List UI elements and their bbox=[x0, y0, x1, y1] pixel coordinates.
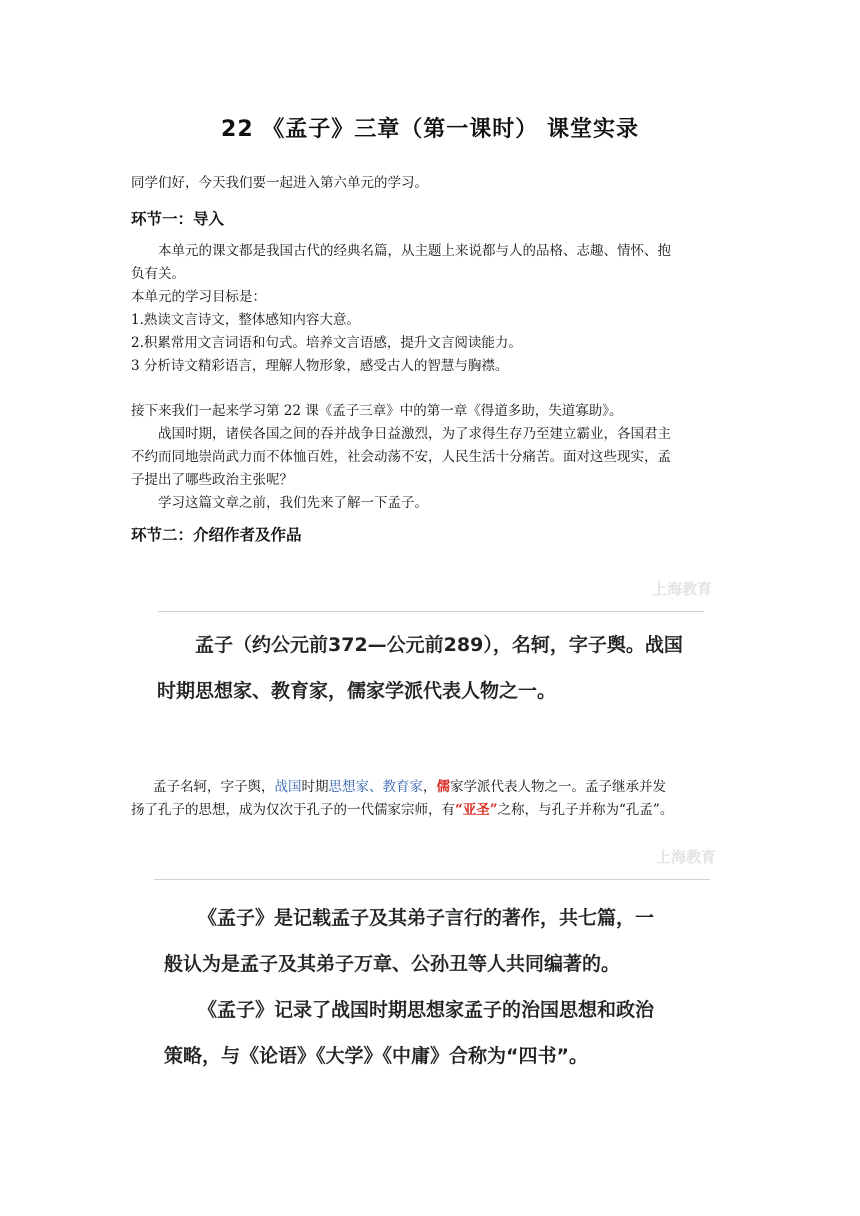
bio-line: 扬了孔子的思想，成为仅次于孔子的一代儒家宗师，有“亚圣”之称，与孔子并称为“孔孟”。 bbox=[131, 802, 674, 818]
watermark: 上海教育 bbox=[656, 848, 717, 866]
lesson-intro bbox=[131, 400, 731, 515]
greeting: 同学们好，今天我们要一起进入第六单元的学习。 bbox=[131, 175, 428, 191]
author-bio bbox=[131, 776, 751, 822]
background-line: 子提出了哪些政治主张呢？ bbox=[131, 472, 293, 488]
slide-line: 时期思想家、教育家，儒家学派代表人物之一。 bbox=[157, 680, 557, 702]
watermark: 上海教育 bbox=[652, 580, 713, 598]
section2-heading: 环节二：介绍作者及作品 bbox=[131, 526, 302, 544]
slide-line: 《孟子》记录了战国时期思想家孟子的治国思想和政治 bbox=[198, 999, 655, 1021]
bio-line: 孟子名轲，字子舆，战国时期思想家、教育家，儒家学派代表人物之一。孟子继承并发 bbox=[153, 779, 666, 795]
transition-line: 学习这篇文章之前，我们先来了解一下孟子。 bbox=[158, 495, 428, 511]
background-line: 战国时期，诸侯各国之间的吞并战争日益激烈，为了求得生存乃至建立霸业，各国君主 bbox=[158, 426, 671, 442]
slide-line: 孟子（约公元前372—公元前289），名轲，字子舆。战国 bbox=[195, 634, 683, 656]
highlight-yasheng: “亚圣” bbox=[455, 802, 498, 818]
section1-heading: 环节一：导入 bbox=[131, 210, 225, 228]
highlight-warring-states: 战国 bbox=[274, 779, 302, 795]
goal-item: 2.积累常用文言词语和句式。培养文言语感，提升文言阅读能力。 bbox=[131, 335, 522, 351]
highlight-confucian: 儒 bbox=[436, 779, 450, 795]
background-line: 不约而同地崇尚武力而不体恤百姓，社会动荡不安，人民生活十分痛苦。面对这些现实，孟 bbox=[131, 449, 671, 465]
slide-book-text bbox=[164, 895, 654, 1079]
goal-item: 1.熟读文言诗文，整体感知内容大意。 bbox=[131, 312, 360, 328]
section1-body bbox=[131, 240, 731, 378]
slide-line: 策略，与《论语》《大学》《中庸》合称为“四书”。 bbox=[164, 1045, 588, 1067]
page-title: 22 《孟子》三章（第一课时） 课堂实录 bbox=[221, 117, 639, 142]
goal-item: 3 分析诗文精彩语言，理解人物形象，感受古人的智慧与胸襟。 bbox=[131, 358, 509, 374]
intro-line: 负有关。 bbox=[131, 266, 185, 282]
intro-line: 本单元的课文都是我国古代的经典名篇，从主题上来说都与人的品格、志趣、情怀、抱 bbox=[158, 243, 671, 259]
highlight-thinker-educator: 思想家、教育家 bbox=[328, 779, 423, 795]
slide-author-text bbox=[157, 622, 683, 714]
goals-label: 本单元的学习目标是： bbox=[131, 289, 266, 305]
next-lesson: 接下来我们一起来学习第 22 课《孟子三章》中的第一章《得道多助，失道寡助》。 bbox=[131, 403, 623, 419]
slide-divider bbox=[154, 879, 710, 880]
slide-line: 《孟子》是记载孟子及其弟子言行的著作，共七篇，一 bbox=[198, 907, 655, 929]
slide-line: 般认为是孟子及其弟子万章、公孙丑等人共同编著的。 bbox=[164, 953, 621, 975]
slide-divider bbox=[158, 611, 704, 612]
